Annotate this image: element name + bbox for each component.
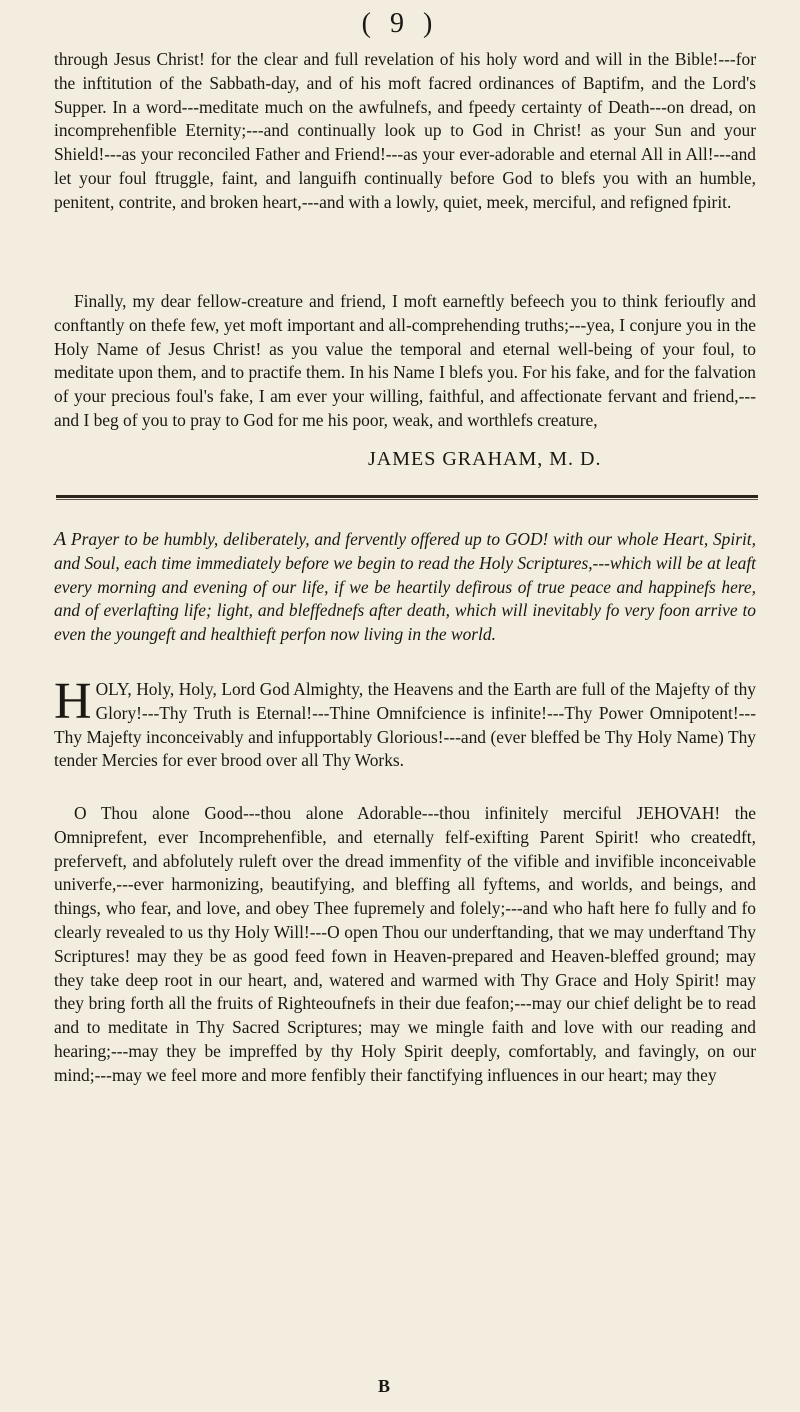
prayer-heading-lead: A <box>54 528 67 550</box>
prayer-paragraph-2: O Thou alone Good---thou alone Adorable---thou infinitely merciful JEHOVAH! the Omniprefent, ever Incomprehenfible, and eternally felf-exifting Parent Spirit! who createdft, preferveft, and abfolutely ruleft over the dread immenfity of the vifible and invifible inconceivable univerfe,---ever harmonizing, beautifying, and bleffing all fyftems, and worlds, and beings, and things, who fear, and love, and obey Thee fupremely and folely;---and who haft here fo fully and fo clearly revealed to us thy Holy Will!---O open Thou our underftanding, that we may underftand Thy Scriptures! may they be as good feed fown in Heaven-prepared and Heaven-bleffed ground; may they take deep root in our heart, and, watered and warmed with Thy Grace and Holy Spirit! may they bring forth all the fruits of Righteoufnefs in their due feafon;---may our chief delight be to read and to meditate in Thy Sacred Scriptures; may we mingle faith and love with our reading and hearing;---may they be impreffed by thy Holy Spirit deeply, comfortably, and favingly, on our mind;---may we feel more and more fenfibly their fanctifying influences in our heart; may they <box>54 803 756 1085</box>
catchword: B <box>378 1376 391 1396</box>
prayer-paragraph-1 <box>54 673 756 773</box>
page-number: ( 9 ) <box>361 8 439 39</box>
prayer-heading-text: Prayer to be humbly, deliberately, and fervently offered up to GOD! with our whole Heart, Spirit, and Soul, each time immediately before we begin to read the Holy Scriptures,---which will be at leaft every morning and evening of our life, if we be heartily defirous of true peace and happinefs here, and of everlafting life; light, and bleffednefs after death, which will inevitably fo very foon arrive to even the youngeft and healthieft perfon now living in the world. <box>54 529 756 645</box>
prayer-paragraph-1-text: OLY, Holy, Holy, Lord God Almighty, the Heavens and the Earth are full of the Majefty of thy Glory!---Thy Truth is Eternal!---Thine Omnifcience is infinite!---Thy Power Omnipotent!---Thy Majefty inconceivably and infupportably Glorious!---and (ever bleffed be Thy Holy Name) Thy tender Mercies for ever brood over all Thy Works. <box>54 679 756 771</box>
letter-paragraph-1: through Jesus Christ! for the clear and full revelation of his holy word and will in the Bible!---for the inftitution of the Sabbath-day, and of his moft facred ordinances of Baptifm, and the Lord's Supper. In a word---meditate much on the awfulnefs, and fpeedy certainty of Death---on dread, on incomprehenfible Eternity;---and continually look up to God in Christ! as your Sun and your Shield!---as your reconciled Father and Friend!---as your ever-adorable and eternal All in All!---and let your foul ftruggle, faint, and languifh continually before God to blefs you with an humble, penitent, contrite, and broken heart,---and with a lowly, quiet, meek, merciful, and refigned fpirit. <box>54 49 756 212</box>
prayer-heading <box>54 528 756 647</box>
letter-paragraph-2: Finally, my dear fellow-creature and friend, I moft earneftly befeech you to think ferioufly and conftantly on thefe few, yet moft important and all-comprehending truths;---yea, I conjure you in the Holy Name of Jesus Christ! as you value the temporal and eternal well-being of your foul, to meditate upon them, and to practife them. In his Name I blefs you. For his fake, and for the falvation of your precious foul's fake, I am ever your willing, faithful, and affectionate fervant and friend,---and I beg of you to pray to God for me his poor, weak, and worthlefs creature, <box>54 291 756 430</box>
signature: JAMES GRAHAM, M. D. <box>368 448 602 470</box>
section-divider <box>56 495 758 498</box>
drop-cap: H <box>54 673 92 730</box>
section-divider-thin <box>56 499 758 500</box>
